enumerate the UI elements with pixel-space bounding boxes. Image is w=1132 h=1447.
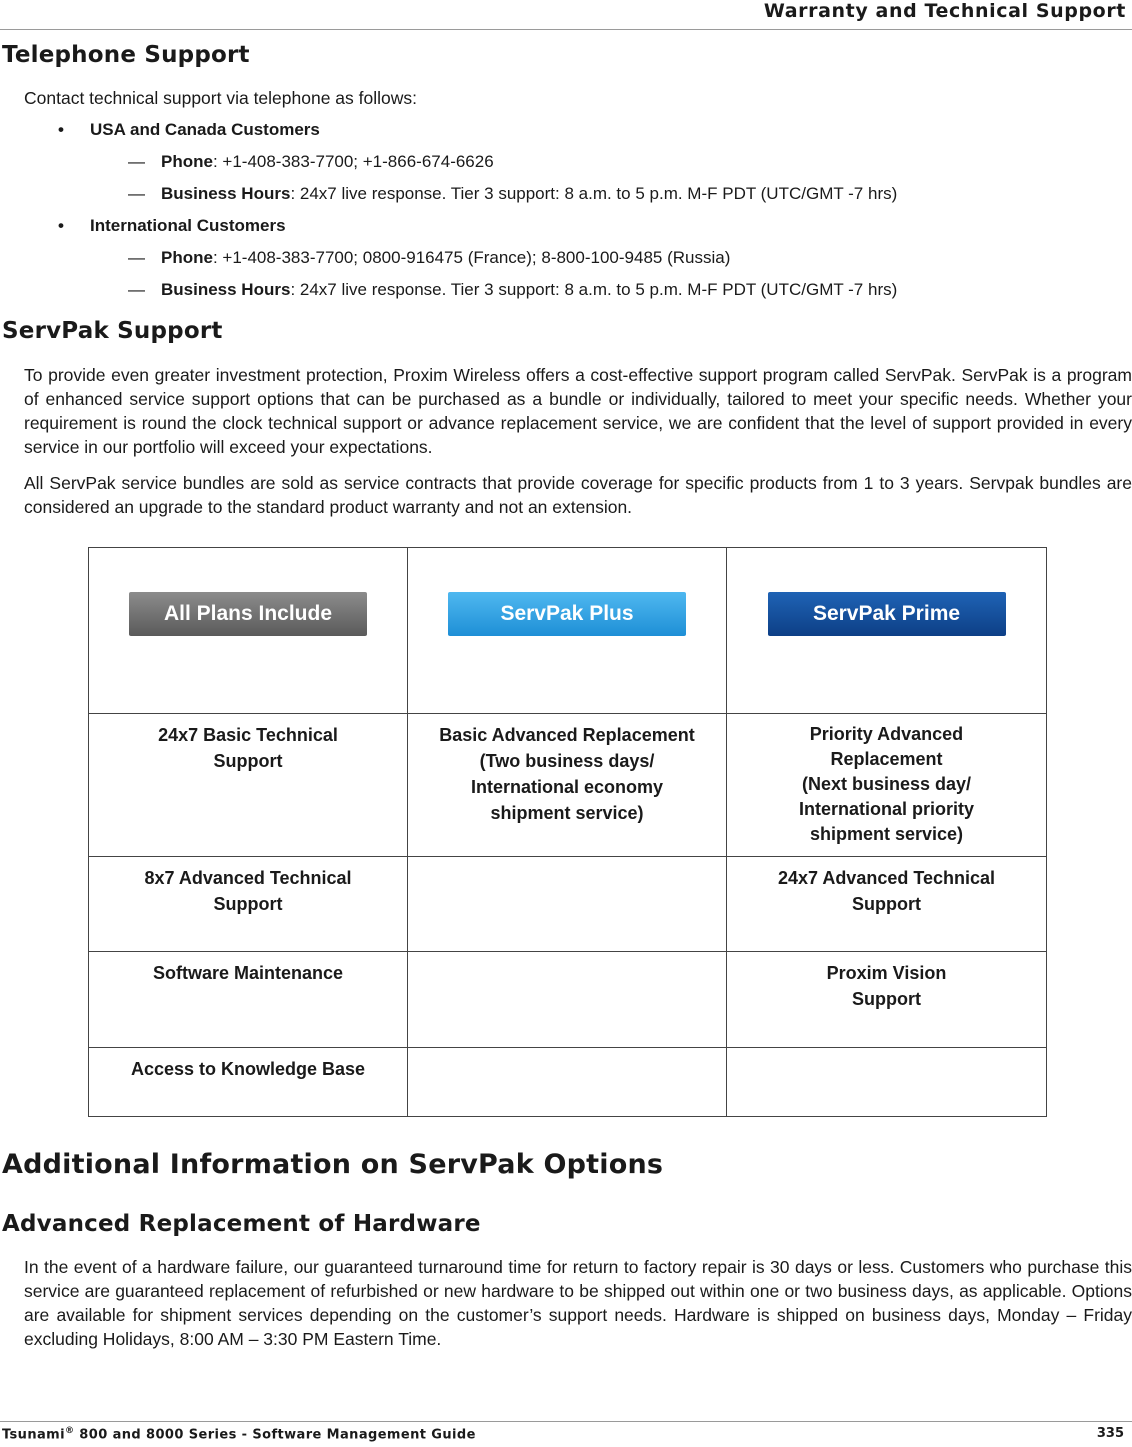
cell-text: Software Maintenance <box>152 963 344 983</box>
cell-text: Replacement <box>830 749 943 769</box>
footer-divider <box>0 1421 1132 1422</box>
servpak-support-heading: ServPak Support <box>2 318 223 344</box>
advanced-replacement-paragraph: In the event of a hardware failure, our guaranteed turnaround time for return to factory repair is 30 days or less. Customers who purchase this service are guaranteed replacement of refurbished or new hardware to be shipped out within one or two business days, as applicable. Options are available for shipment services depending on the customer’s support needs. Hardware is shipped on business days, Monday – Friday excluding Holidays, 8:00 AM – 3:30 PM Eastern Time. <box>24 1257 1132 1349</box>
servpak-plus-badge: ServPak Plus <box>448 592 686 636</box>
item-text: : 24x7 live response. Tier 3 support: 8 a.m. to 5 p.m. M-F PDT (UTC/GMT -7 hrs) <box>290 280 898 299</box>
table-header-cell <box>727 548 1047 714</box>
table-header-row <box>89 548 1047 714</box>
bullet-icon: • <box>58 216 64 235</box>
dash-icon: — <box>128 184 145 203</box>
group-title: USA and Canada Customers <box>90 120 320 139</box>
group-title: International Customers <box>90 216 286 235</box>
cell-text: Access to Knowledge Base <box>130 1059 366 1079</box>
cell-text: Priority Advanced <box>809 724 964 744</box>
footer-brand: Tsunami <box>2 1427 65 1443</box>
item-label: Business Hours <box>161 184 291 203</box>
table-cell <box>89 1048 408 1117</box>
item-label: Phone <box>161 248 213 267</box>
item-text: : 24x7 live response. Tier 3 support: 8 a.m. to 5 p.m. M-F PDT (UTC/GMT -7 hrs) <box>290 184 898 203</box>
cell-text: International priority <box>798 799 975 819</box>
cell-text: Proxim Vision <box>826 963 947 983</box>
cell-text: (Next business day/ <box>801 774 972 794</box>
cell-text: Support <box>852 894 921 914</box>
cell-text: Support <box>213 751 283 771</box>
dash-icon: — <box>128 280 145 299</box>
intl-phone-line <box>128 248 730 268</box>
bullet-usa-canada <box>58 120 320 140</box>
header-divider <box>0 29 1132 30</box>
table-cell <box>727 714 1047 857</box>
table-row <box>89 1048 1047 1117</box>
servpak-prime-badge: ServPak Prime <box>768 592 1006 636</box>
intl-hours-line <box>128 280 897 300</box>
table-row <box>89 952 1047 1048</box>
usa-phone-line <box>128 152 494 172</box>
table-cell <box>89 857 408 952</box>
dash-icon: — <box>128 152 145 171</box>
item-text: : +1-408-383-7700; +1-866-674-6626 <box>212 152 494 171</box>
table-header-cell <box>89 548 408 714</box>
servpak-paragraph-2: All ServPak service bundles are sold as service contracts that provide coverage for specific products from 1 to 3 years. Servpak bundles are considered an upgrade to the standard product warranty and not an extension. <box>24 473 1132 517</box>
cell-text: Support <box>852 989 921 1009</box>
footer-title-text: 800 and 8000 Series - Software Management Guide <box>74 1427 476 1443</box>
item-text: : +1-408-383-7700; 0800-916475 (France); 8-800-100-9485 (Russia) <box>212 248 731 267</box>
footer-document-title <box>2 1426 476 1442</box>
cell-text: shipment service) <box>490 803 644 823</box>
bullet-icon: • <box>58 120 64 139</box>
bullet-international <box>58 216 286 236</box>
registered-mark: ® <box>64 1426 75 1436</box>
table-header-cell <box>408 548 727 714</box>
item-label: Business Hours <box>161 280 291 299</box>
table-cell <box>727 1048 1047 1117</box>
table-cell <box>89 952 408 1048</box>
cell-text: shipment service) <box>809 824 964 844</box>
cell-text: 24x7 Advanced Technical <box>777 868 996 888</box>
page-number: 335 <box>1096 1426 1124 1441</box>
table-cell <box>408 952 727 1048</box>
servpak-paragraph-1: To provide even greater investment protection, Proxim Wireless offers a cost-effective support program called ServPak. ServPak is a program of enhanced service support options that can be purchased as a bundle or individually, tailored to meet your specific needs. Whether your requirement is round the clock technical support or advance replacement service, we are confident that the level of support provided in every service in our portfolio will exceed your expectations. <box>24 365 1132 457</box>
cell-text: Support <box>213 894 283 914</box>
usa-hours-line <box>128 184 897 204</box>
table-cell <box>408 714 727 857</box>
table-cell <box>727 952 1047 1048</box>
cell-text: 8x7 Advanced Technical <box>144 868 352 888</box>
item-label: Phone <box>161 152 213 171</box>
table-row <box>89 714 1047 857</box>
telephone-support-heading: Telephone Support <box>2 42 250 68</box>
telephone-intro: Contact technical support via telephone as follows: <box>24 88 418 108</box>
cell-text: (Two business days/ <box>479 751 655 771</box>
table-cell <box>408 1048 727 1117</box>
running-header-title: Warranty and Technical Support <box>763 0 1126 22</box>
cell-text: Basic Advanced Replacement <box>439 725 695 745</box>
all-plans-include-badge: All Plans Include <box>129 592 367 636</box>
table-row <box>89 857 1047 952</box>
servpak-plans-table <box>88 547 1047 1117</box>
table-cell <box>89 714 408 857</box>
cell-text: 24x7 Basic Technical <box>158 725 338 745</box>
cell-text: International economy <box>470 777 664 797</box>
dash-icon: — <box>128 248 145 267</box>
advanced-replacement-heading: Advanced Replacement of Hardware <box>2 1211 481 1237</box>
additional-info-heading: Additional Information on ServPak Options <box>2 1149 664 1180</box>
table-cell <box>408 857 727 952</box>
table-cell <box>727 857 1047 952</box>
